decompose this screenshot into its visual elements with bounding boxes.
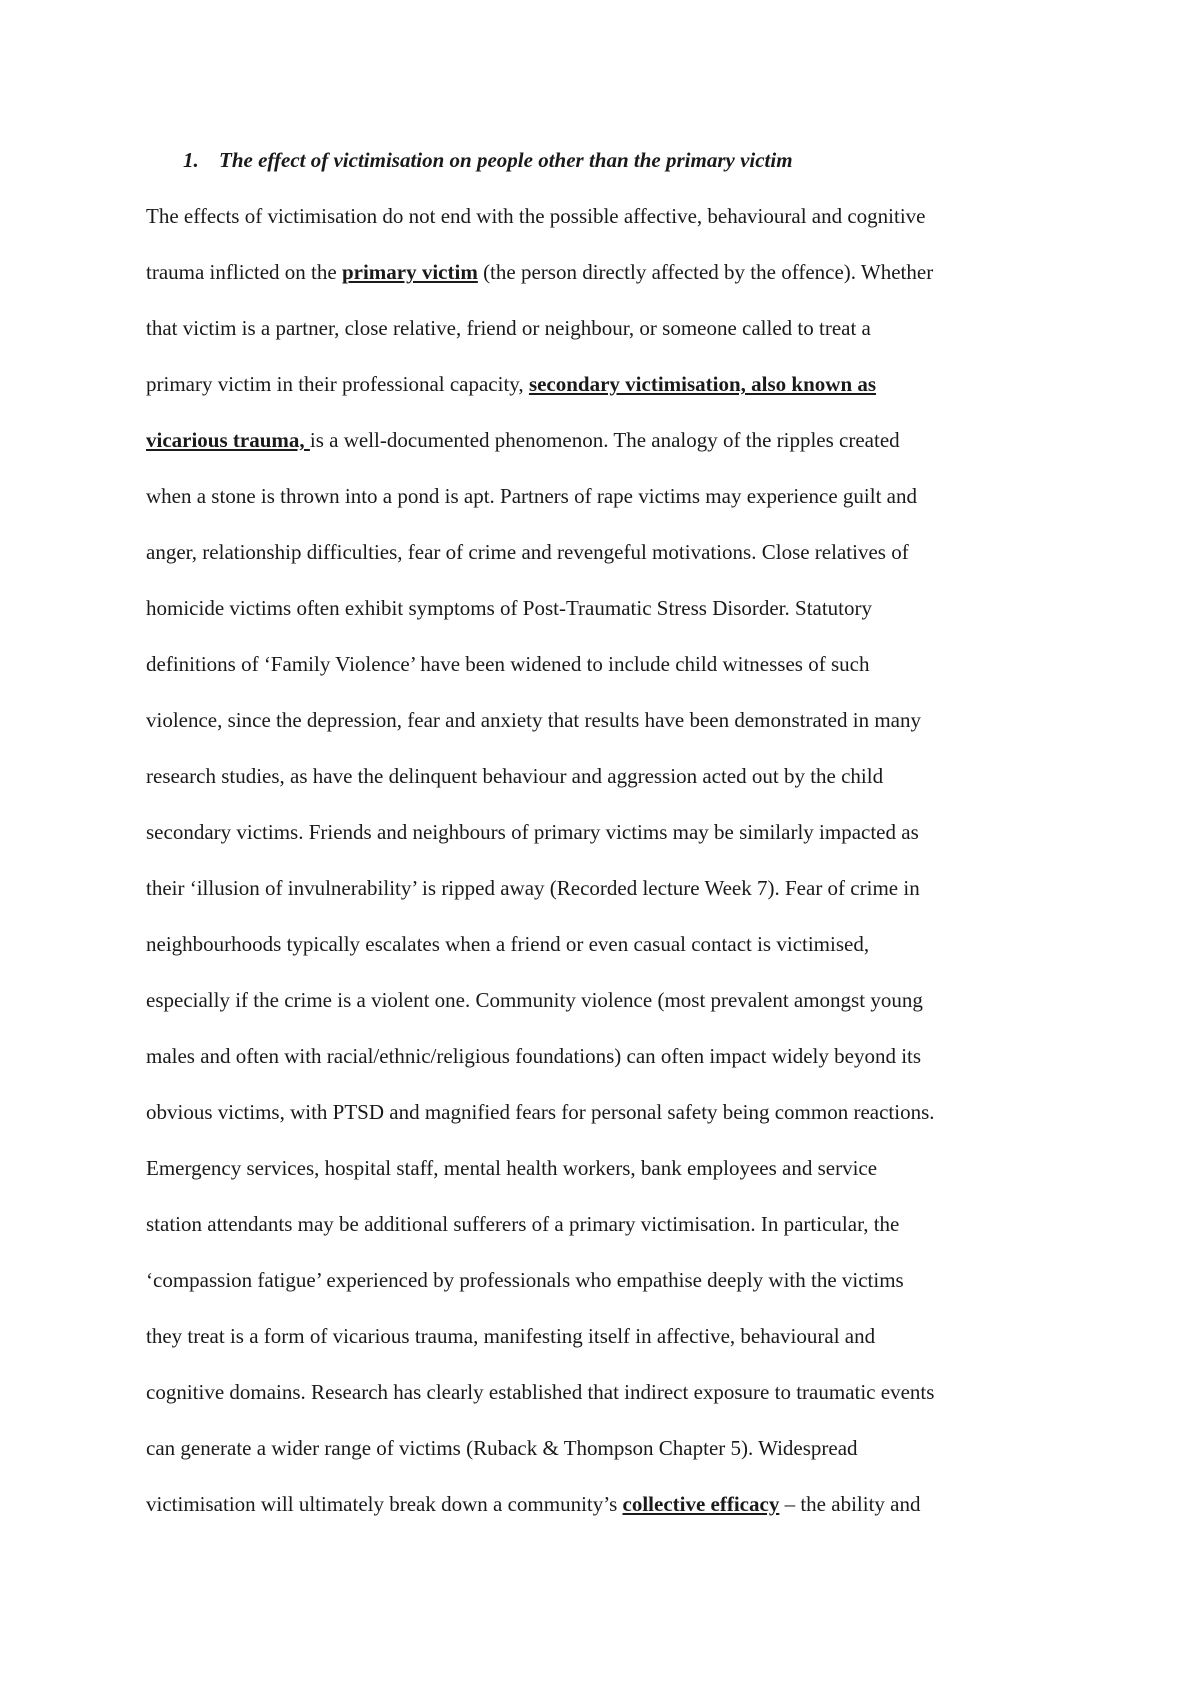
- text-line: station attendants may be additional sufferers of a primary victimisation. In particular, the: [146, 1212, 900, 1236]
- text-line: their ‘illusion of invulnerability’ is ripped away (Recorded lecture Week 7). Fear of crime in: [146, 876, 920, 900]
- term-collective-efficacy: collective efficacy: [622, 1492, 780, 1516]
- text-line: homicide victims often exhibit symptoms of Post-Traumatic Stress Disorder. Statutory: [146, 596, 873, 620]
- section-heading: [183, 145, 793, 175]
- text-span: primary victim in their professional capacity,: [146, 372, 529, 396]
- text-span: trauma inflicted on the: [146, 260, 342, 284]
- text-span: victimisation will ultimately break down a community’s: [146, 1492, 623, 1516]
- body-paragraph: [146, 198, 1076, 1542]
- text-line: ‘compassion fatigue’ experienced by professionals who empathise deeply with the victims: [146, 1268, 904, 1292]
- text-line: [146, 254, 1076, 310]
- text-line: they treat is a form of vicarious trauma, manifesting itself in affective, behavioural and: [146, 1324, 876, 1348]
- text-span: is a well-documented phenomenon. The analogy of the ripples created: [309, 428, 900, 452]
- text-line: males and often with racial/ethnic/religious foundations) can often impact widely beyond its: [146, 1044, 922, 1068]
- text-line: especially if the crime is a violent one. Community violence (most prevalent amongst young: [146, 988, 923, 1012]
- text-line: Emergency services, hospital staff, mental health workers, bank employees and service: [146, 1156, 878, 1180]
- section-number: 1.: [183, 148, 199, 172]
- text-line: obvious victims, with PTSD and magnified fears for personal safety being common reactions.: [146, 1100, 935, 1124]
- text-line: anger, relationship difficulties, fear of crime and revengeful motivations. Close relatives of: [146, 540, 909, 564]
- term-primary-victim: primary victim: [341, 260, 478, 284]
- text-line: violence, since the depression, fear and anxiety that results have been demonstrated in many: [146, 708, 921, 732]
- text-line: [146, 1486, 1076, 1542]
- text-span: (the person directly affected by the offence). Whether: [477, 260, 934, 284]
- text-line: secondary victims. Friends and neighbours of primary victims may be similarly impacted as: [146, 820, 919, 844]
- term-secondary-victimisation: secondary victimisation, also known as: [528, 372, 877, 396]
- text-line: The effects of victimisation do not end with the possible affective, behavioural and cognitive: [146, 204, 926, 228]
- text-line: when a stone is thrown into a pond is apt. Partners of rape victims may experience guilt and: [146, 484, 917, 508]
- text-line: definitions of ‘Family Violence’ have been widened to include child witnesses of such: [146, 652, 870, 676]
- text-span: – the ability and: [779, 1492, 921, 1516]
- text-line: neighbourhoods typically escalates when a friend or even casual contact is victimised,: [146, 932, 870, 956]
- term-vicarious-trauma: vicarious trauma,: [146, 428, 310, 452]
- text-line: [146, 366, 1076, 422]
- text-line: can generate a wider range of victims (Ruback & Thompson Chapter 5). Widespread: [146, 1436, 858, 1460]
- text-line: cognitive domains. Research has clearly established that indirect exposure to traumatic events: [146, 1380, 935, 1404]
- text-line: that victim is a partner, close relative, friend or neighbour, or someone called to treat a: [146, 316, 871, 340]
- text-line: [146, 422, 1076, 478]
- text-line: research studies, as have the delinquent behaviour and aggression acted out by the child: [146, 764, 884, 788]
- section-title: The effect of victimisation on people other than the primary victim: [219, 148, 793, 172]
